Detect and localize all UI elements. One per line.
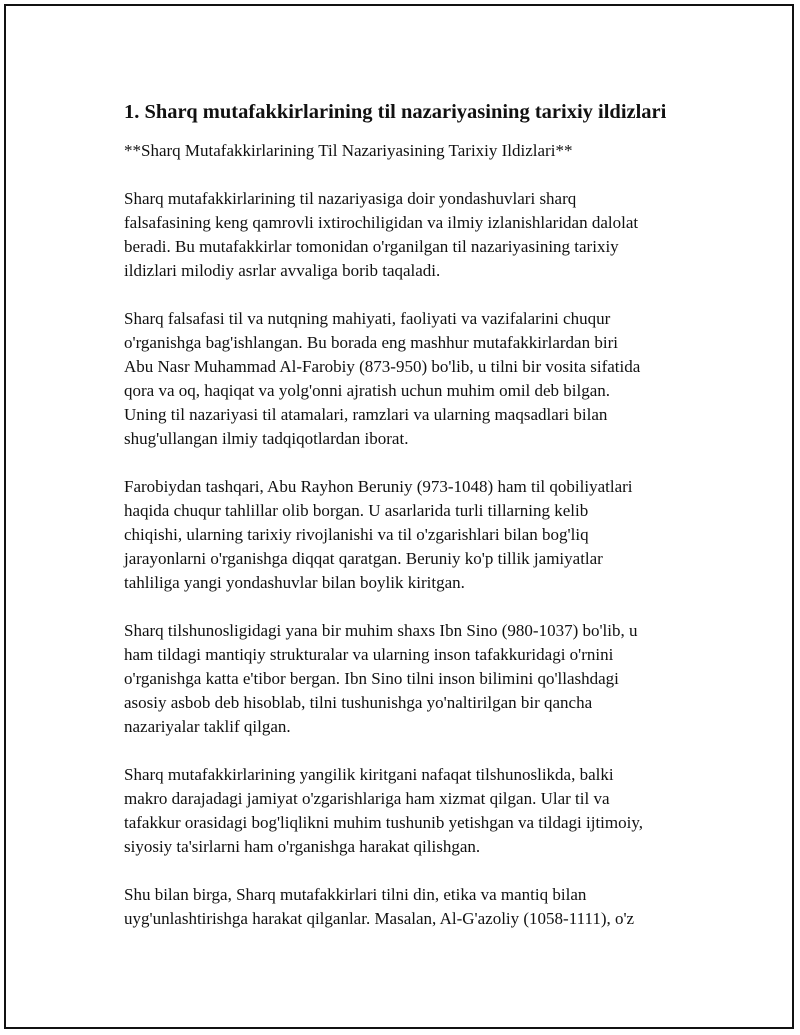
page-frame: [4, 4, 794, 1029]
text-line: Farobiydan tashqari, Abu Rayhon Beruniy (973-1048) ham til qobiliyatlari: [124, 477, 633, 496]
text-line: Sharq mutafakkirlarining til nazariyasiga doir yondashuvlari sharq: [124, 189, 577, 208]
paragraph-2: [124, 307, 704, 451]
text-line: haqida chuqur tahlillar olib borgan. U asarlarida turli tillarning kelib: [124, 501, 589, 520]
text-line: ildizlari milodiy asrlar avvaliga borib taqaladi.: [124, 261, 441, 280]
text-line: chiqishi, ularning tarixiy rivojlanishi va til o'zgarishlari bilan bog'liq: [124, 525, 589, 544]
paragraph-5: [124, 763, 704, 859]
text-line: asosiy asbob deb hisoblab, tilni tushunishga yo'naltirilgan bir qancha: [124, 693, 593, 712]
paragraph-1: [124, 187, 704, 283]
document-title: 1. Sharq mutafakkirlarining til nazariyasining tarixiy ildizlari: [124, 101, 667, 123]
text-line: qora va oq, haqiqat va yolg'onni ajratish uchun muhim omil deb bilgan.: [124, 381, 611, 400]
text-line: ham tildagi mantiqiy strukturalar va ularning inson tafakkuridagi o'rnini: [124, 645, 614, 664]
text-line: siyosiy ta'sirlarni ham o'rganishga harakat qilishgan.: [124, 837, 481, 856]
text-line: Abu Nasr Muhammad Al-Farobiy (873-950) bo'lib, u tilni bir vosita sifatida: [124, 357, 641, 376]
text-line: makro darajadagi jamiyat o'zgarishlariga ham xizmat qilgan. Ular til va: [124, 789, 610, 808]
text-line: o'rganishga katta e'tibor bergan. Ibn Sino tilni inson bilimini qo'llashdagi: [124, 669, 619, 688]
text-line: o'rganishga bag'ishlangan. Bu borada eng mashhur mutafakkirlardan biri: [124, 333, 618, 352]
text-line: Sharq mutafakkirlarining yangilik kiritgani nafaqat tilshunoslikda, balki: [124, 765, 614, 784]
text-line: falsafasining keng qamrovli ixtirochiligidan va ilmiy izlanishlaridan dalolat: [124, 213, 639, 232]
document-subtitle: **Sharq Mutafakkirlarining Til Nazariyasining Tarixiy Ildizlari**: [124, 141, 573, 160]
text-line: Uning til nazariyasi til atamalari, ramzlari va ularning maqsadlari bilan: [124, 405, 608, 424]
text-line: nazariyalar taklif qilgan.: [124, 717, 291, 736]
text-line: tafakkur orasidagi bog'liqlikni muhim tushunib yetishgan va tildagi ijtimoiy,: [124, 813, 643, 832]
paragraph-3: [124, 475, 704, 595]
paragraph-4: [124, 619, 704, 739]
text-line: Shu bilan birga, Sharq mutafakkirlari tilni din, etika va mantiq bilan: [124, 885, 587, 904]
text-line: shug'ullangan ilmiy tadqiqotlardan iborat.: [124, 429, 409, 448]
document-body: [124, 98, 704, 931]
text-line: tahliliga yangi yondashuvlar bilan boylik kiritgan.: [124, 573, 465, 592]
text-line: uyg'unlashtirishga harakat qilganlar. Masalan, Al-G'azoliy (1058-1111), o'z: [124, 909, 635, 928]
paragraph-6: [124, 883, 704, 931]
text-line: jarayonlarni o'rganishga diqqat qaratgan. Beruniy ko'p tillik jamiyatlar: [124, 549, 603, 568]
text-line: Sharq falsafasi til va nutqning mahiyati, faoliyati va vazifalarini chuqur: [124, 309, 611, 328]
text-line: beradi. Bu mutafakkirlar tomonidan o'rganilgan til nazariyasining tarixiy: [124, 237, 619, 256]
text-line: Sharq tilshunosligidagi yana bir muhim shaxs Ibn Sino (980-1037) bo'lib, u: [124, 621, 638, 640]
